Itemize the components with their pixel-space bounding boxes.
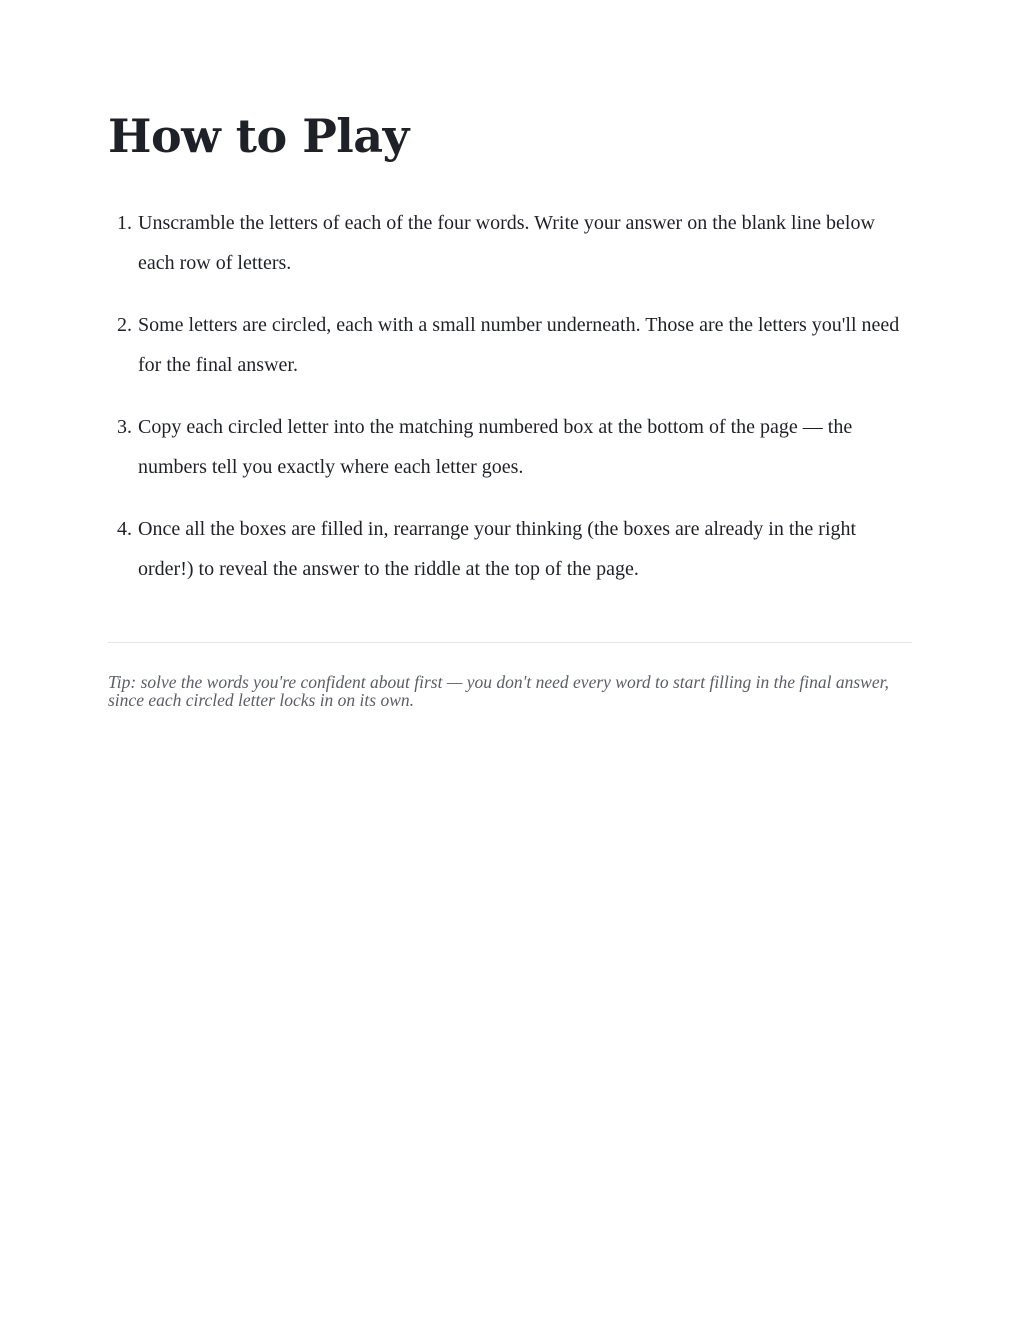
step-number: 1.: [117, 212, 132, 234]
step-text: Once all the boxes are filled in, rearrange your thinking (the boxes are already in the right order!) to reveal the answer to the riddle at the top of the page.: [138, 518, 857, 580]
tip-note: Tip: solve the words you're confident about first — you don't need every word to start filling in the final answer, since each circled letter locks in on its own.: [108, 672, 889, 710]
step-number: 2.: [117, 314, 132, 336]
step-number: 4.: [117, 518, 132, 540]
page-title: How to Play: [108, 109, 409, 163]
step-number: 3.: [117, 416, 132, 438]
instruction-step-1: [108, 203, 912, 283]
instruction-list: [108, 203, 912, 611]
step-text: Unscramble the letters of each of the four words. Write your answer on the blank line below each row of letters.: [138, 212, 875, 274]
section-divider: [108, 642, 912, 643]
instruction-step-2: [108, 305, 912, 385]
step-text: Copy each circled letter into the matching numbered box at the bottom of the page — the numbers tell you exactly where each letter goes.: [138, 416, 853, 478]
step-text: Some letters are circled, each with a small number underneath. Those are the letters you'll need for the final answer.: [138, 314, 900, 376]
instruction-step-4: [108, 509, 912, 589]
instruction-step-3: [108, 407, 912, 487]
